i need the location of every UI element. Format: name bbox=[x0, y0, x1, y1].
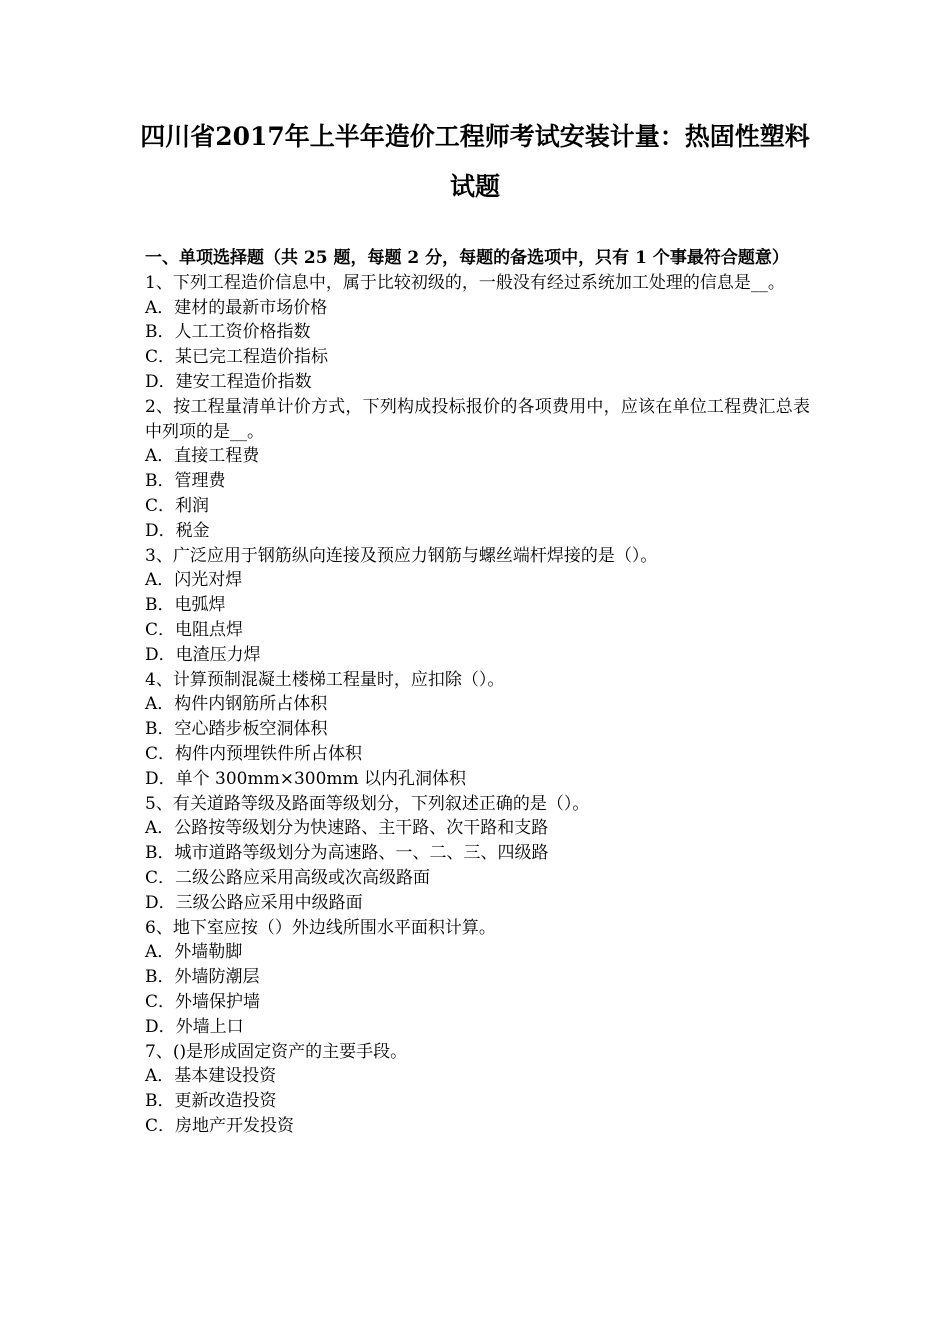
option-c: C．二级公路应采用高级或次高级路面 bbox=[145, 867, 431, 888]
option-b: B．电弧焊 bbox=[145, 595, 226, 616]
question-text: 6、地下室应按（）外边线所围水平面积计算。 bbox=[145, 917, 496, 938]
document-content bbox=[145, 246, 810, 1139]
option-c: C．外墙保护墙 bbox=[145, 991, 261, 1012]
option-d: D．税金 bbox=[145, 520, 210, 541]
option-a: A．公路按等级划分为快速路、主干路、次干路和支路 bbox=[145, 818, 549, 839]
question-text: 7、()是形成固定资产的主要手段。 bbox=[145, 1041, 408, 1062]
option-b: B．人工工资价格指数 bbox=[145, 322, 311, 343]
option-d: D．三级公路应采用中级路面 bbox=[145, 892, 363, 913]
option-c: C．构件内预埋铁件所占体积 bbox=[145, 743, 363, 764]
question-7 bbox=[145, 1040, 810, 1139]
option-a: A．构件内钢筋所占体积 bbox=[145, 694, 328, 715]
option-d: D．单个 300mm×300mm 以内孔洞体积 bbox=[145, 768, 467, 789]
option-c: C．利润 bbox=[145, 495, 210, 516]
question-2 bbox=[145, 395, 810, 544]
option-a: A．建材的最新市场价格 bbox=[145, 297, 328, 318]
option-b: B．空心踏步板空洞体积 bbox=[145, 719, 328, 740]
question-3 bbox=[145, 544, 810, 668]
question-5 bbox=[145, 792, 810, 916]
question-text: 2、按工程量清单计价方式，下列构成投标报价的各项费用中，应该在单位工程费汇总表中列项的是__。 bbox=[145, 396, 810, 442]
question-text: 3、广泛应用于钢筋纵向连接及预应力钢筋与螺丝端杆焊接的是（）。 bbox=[145, 545, 658, 566]
question-6 bbox=[145, 916, 810, 1040]
option-a: A．基本建设投资 bbox=[145, 1066, 277, 1087]
option-c: C．房地产开发投资 bbox=[145, 1115, 295, 1136]
option-d: D．建安工程造价指数 bbox=[145, 371, 312, 392]
question-text: 1、下列工程造价信息中，属于比较初级的，一般没有经过系统加工处理的信息是__。 bbox=[145, 272, 785, 293]
option-b: B．外墙防潮层 bbox=[145, 967, 260, 988]
option-a: A．闪光对焊 bbox=[145, 570, 243, 591]
section-heading: 一、单项选择题（共 25 题，每题 2 分，每题的备选项中，只有 1 个事最符合题意） bbox=[145, 248, 789, 268]
option-b: B．更新改造投资 bbox=[145, 1091, 277, 1112]
question-4 bbox=[145, 668, 810, 792]
option-c: C．某已完工程造价指标 bbox=[145, 347, 329, 368]
option-b: B．城市道路等级划分为高速路、一、二、三、四级路 bbox=[145, 843, 549, 864]
option-b: B．管理费 bbox=[145, 471, 226, 492]
option-d: D．电渣压力焊 bbox=[145, 644, 261, 665]
option-a: A．直接工程费 bbox=[145, 446, 260, 467]
question-1 bbox=[145, 271, 810, 395]
option-c: C．电阻点焊 bbox=[145, 619, 244, 640]
option-d: D．外墙上口 bbox=[145, 1016, 244, 1037]
question-text: 5、有关道路等级及路面等级划分，下列叙述正确的是（）。 bbox=[145, 793, 590, 814]
question-text: 4、计算预制混凝土楼梯工程量时，应扣除（）。 bbox=[145, 669, 505, 690]
option-a: A．外墙勒脚 bbox=[145, 942, 243, 963]
document-title: 四川省2017年上半年造价工程师考试安装计量：热固性塑料试题 bbox=[140, 122, 810, 201]
